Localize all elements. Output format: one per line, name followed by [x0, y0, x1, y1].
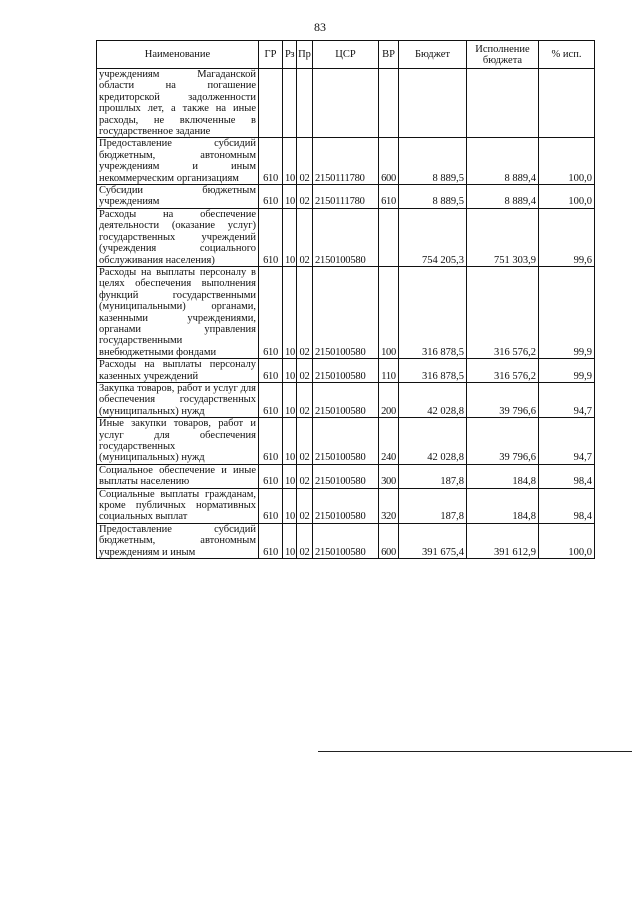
cell-pr: 02	[297, 266, 313, 358]
cell-csr: 2150111780	[313, 138, 379, 185]
cell-execution: 316 576,2	[467, 266, 539, 358]
cell-budget: 754 205,3	[399, 208, 467, 266]
cell-rz: 10	[283, 382, 297, 417]
cell-csr	[313, 69, 379, 138]
cell-budget: 391 675,4	[399, 523, 467, 558]
cell-gr: 610	[259, 464, 283, 488]
cell-pct: 98,4	[539, 464, 595, 488]
table-body	[97, 69, 595, 559]
cell-rz: 10	[283, 138, 297, 185]
cell-execution: 39 796,6	[467, 382, 539, 417]
cell-vr	[379, 208, 399, 266]
cell-budget: 8 889,5	[399, 185, 467, 209]
cell-gr: 610	[259, 359, 283, 383]
cell-budget: 187,8	[399, 488, 467, 523]
cell-name: Расходы на выплаты персоналу в целях обеспечения выполнения функций государственными (муниципальными) органами, казенными учреждениями, органами управления государственными внебюджетными фондами	[97, 266, 259, 358]
cell-csr: 2150100580	[313, 464, 379, 488]
cell-budget: 187,8	[399, 464, 467, 488]
col-header-csr: ЦСР	[313, 41, 379, 69]
cell-budget: 316 878,5	[399, 266, 467, 358]
cell-pr: 02	[297, 488, 313, 523]
cell-vr: 610	[379, 185, 399, 209]
cell-name: Расходы на обеспечение деятельности (оказание услуг) государственных учреждений (учреждения социального обслуживания населения)	[97, 208, 259, 266]
cell-rz: 10	[283, 185, 297, 209]
cell-gr: 610	[259, 488, 283, 523]
cell-pr: 02	[297, 138, 313, 185]
cell-pr: 02	[297, 418, 313, 465]
cell-pct: 100,0	[539, 185, 595, 209]
cell-rz: 10	[283, 488, 297, 523]
cell-gr: 610	[259, 185, 283, 209]
cell-csr: 2150100580	[313, 523, 379, 558]
cell-pr: 02	[297, 523, 313, 558]
cell-name: Расходы на выплаты персоналу казенных учреждений	[97, 359, 259, 383]
cell-budget: 8 889,5	[399, 138, 467, 185]
col-header-pr: Пр	[297, 41, 313, 69]
cell-rz: 10	[283, 359, 297, 383]
cell-name: учреждениям Магаданской области на погашение кредиторской задолженности прошлых лет, а также на иные расходы, не включенные в государственное задание	[97, 69, 259, 138]
cell-csr: 2150100580	[313, 266, 379, 358]
cell-execution: 8 889,4	[467, 138, 539, 185]
cell-csr: 2150111780	[313, 185, 379, 209]
cell-pct	[539, 69, 595, 138]
cell-execution: 39 796,6	[467, 418, 539, 465]
cell-gr: 610	[259, 266, 283, 358]
cell-vr: 200	[379, 382, 399, 417]
cell-name: Социальные выплаты гражданам, кроме публичных нормативных социальных выплат	[97, 488, 259, 523]
table-row	[97, 185, 595, 209]
cell-gr: 610	[259, 138, 283, 185]
cell-execution: 8 889,4	[467, 185, 539, 209]
cell-name: Закупка товаров, работ и услуг для обеспечения государственных (муниципальных) нужд	[97, 382, 259, 417]
cell-pct: 94,7	[539, 418, 595, 465]
cell-csr: 2150100580	[313, 488, 379, 523]
budget-table	[96, 40, 595, 559]
cell-rz: 10	[283, 418, 297, 465]
cell-vr: 100	[379, 266, 399, 358]
cell-pr: 02	[297, 208, 313, 266]
cell-pr: 02	[297, 359, 313, 383]
cell-csr: 2150100580	[313, 418, 379, 465]
cell-execution: 184,8	[467, 464, 539, 488]
cell-pct: 100,0	[539, 523, 595, 558]
col-header-execution: Исполнение бюджета	[467, 41, 539, 69]
cell-gr: 610	[259, 523, 283, 558]
cell-pr: 02	[297, 185, 313, 209]
cell-name: Иные закупки товаров, работ и услуг для обеспечения государственных (муниципальных) нужд	[97, 418, 259, 465]
cell-name: Субсидии бюджетным учреждениям	[97, 185, 259, 209]
table-row	[97, 418, 595, 465]
cell-rz: 10	[283, 266, 297, 358]
cell-csr: 2150100580	[313, 382, 379, 417]
cell-csr: 2150100580	[313, 208, 379, 266]
table-row	[97, 382, 595, 417]
cell-rz	[283, 69, 297, 138]
cell-execution: 316 576,2	[467, 359, 539, 383]
cell-pr	[297, 69, 313, 138]
cell-pr: 02	[297, 464, 313, 488]
table-row	[97, 464, 595, 488]
col-header-rz: Рз	[283, 41, 297, 69]
cell-rz: 10	[283, 523, 297, 558]
page-number: 83	[314, 20, 326, 34]
cell-budget	[399, 69, 467, 138]
cell-budget: 316 878,5	[399, 359, 467, 383]
cell-csr: 2150100580	[313, 359, 379, 383]
col-header-vr: ВР	[379, 41, 399, 69]
cell-gr: 610	[259, 418, 283, 465]
table-row	[97, 138, 595, 185]
table-row	[97, 208, 595, 266]
cell-vr: 600	[379, 523, 399, 558]
cell-pct: 98,4	[539, 488, 595, 523]
cell-gr: 610	[259, 208, 283, 266]
cell-vr: 300	[379, 464, 399, 488]
cell-vr: 240	[379, 418, 399, 465]
table-row	[97, 523, 595, 558]
cell-name: Социальное обеспечение и иные выплаты населению	[97, 464, 259, 488]
cell-vr	[379, 69, 399, 138]
col-header-budget: Бюджет	[399, 41, 467, 69]
cell-vr: 320	[379, 488, 399, 523]
cell-execution: 184,8	[467, 488, 539, 523]
cell-pct: 99,9	[539, 359, 595, 383]
cell-pct: 99,6	[539, 208, 595, 266]
cell-name: Предоставление субсидий бюджетным, автономным учреждениям и иным некоммерческим организациям	[97, 138, 259, 185]
cell-rz: 10	[283, 208, 297, 266]
table-row	[97, 266, 595, 358]
col-header-name: Наименование	[97, 41, 259, 69]
table-row	[97, 488, 595, 523]
cell-budget: 42 028,8	[399, 418, 467, 465]
cell-vr: 110	[379, 359, 399, 383]
table-row	[97, 69, 595, 138]
cell-pct: 100,0	[539, 138, 595, 185]
cell-pct: 99,9	[539, 266, 595, 358]
cell-budget: 42 028,8	[399, 382, 467, 417]
cell-gr	[259, 69, 283, 138]
col-header-pct: % исп.	[539, 41, 595, 69]
footer-divider	[318, 751, 632, 752]
cell-execution	[467, 69, 539, 138]
cell-execution: 391 612,9	[467, 523, 539, 558]
cell-vr: 600	[379, 138, 399, 185]
cell-gr: 610	[259, 382, 283, 417]
cell-pr: 02	[297, 382, 313, 417]
header-row	[97, 41, 595, 69]
cell-execution: 751 303,9	[467, 208, 539, 266]
table-row	[97, 359, 595, 383]
col-header-gr: ГР	[259, 41, 283, 69]
cell-name: Предоставление субсидий бюджетным, автономным учреждениям и иным	[97, 523, 259, 558]
cell-pct: 94,7	[539, 382, 595, 417]
cell-rz: 10	[283, 464, 297, 488]
